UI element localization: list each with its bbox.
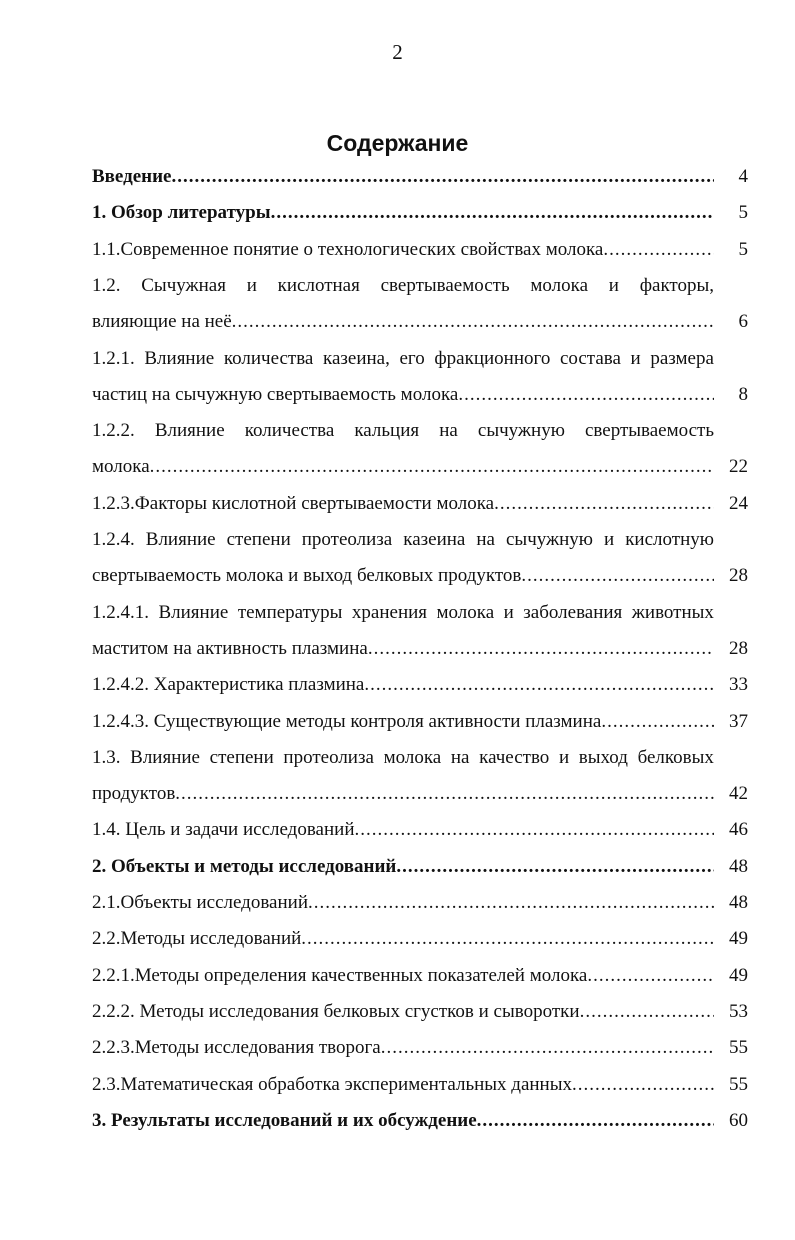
toc-entry-line: [92, 1110, 714, 1134]
toc-leader-dots: [232, 311, 714, 333]
toc-entry-word: и: [558, 746, 570, 768]
toc-entry-word: фракционного: [434, 347, 551, 369]
toc-entry-line: [92, 311, 714, 335]
toc-entry-word: количества: [244, 420, 335, 442]
toc-leader-dots: [477, 1110, 714, 1132]
toc-page-number: 28: [729, 637, 748, 659]
toc-entry-line: [92, 529, 714, 553]
toc-leader-dots: [494, 493, 714, 515]
toc-entry-word: и: [246, 274, 257, 296]
toc-entry-word: количества: [223, 347, 314, 369]
toc-entry-word: свертываемость: [380, 274, 510, 296]
toc-entry-text: 2.2.1.Методы определения качественных показателей молока: [92, 964, 588, 986]
toc-entry-word: 1.3.: [92, 746, 121, 768]
toc-entry-word: температуры: [237, 601, 343, 623]
toc-entry-word: Сычужная: [141, 274, 226, 296]
toc-leader-dots: [396, 856, 714, 878]
toc-entry-text: 2.2.Методы исследований: [92, 928, 302, 950]
toc-page-number: 5: [738, 202, 748, 224]
toc-entry-line: [92, 202, 714, 226]
toc-entry-line: [92, 638, 714, 662]
toc-entry-word: факторы,: [639, 274, 714, 296]
toc-entry-line: [92, 1074, 714, 1098]
toc-entry-text: 1.2.4.3. Существующие методы контроля активности плазмина: [92, 710, 602, 732]
toc-page-number: 42: [729, 783, 748, 805]
toc-page-number: 46: [729, 819, 748, 841]
toc-leader-dots: [381, 1037, 714, 1059]
toc-page-number: 33: [729, 674, 748, 696]
toc-entry-word: молока: [383, 746, 442, 768]
toc-entry-word: 1.2.: [92, 274, 121, 296]
toc-entry-line: [92, 928, 714, 952]
toc-entry-text: 3. Результаты исследований и их обсуждение: [92, 1109, 477, 1131]
toc-leader-dots: [308, 892, 714, 914]
toc-entry-word: и: [503, 601, 514, 623]
toc-entry-word: на: [476, 529, 495, 550]
toc-entry-word: протеолиза: [283, 746, 374, 768]
toc-entry-text: свертываемость молока и выход белковых продуктов: [92, 565, 522, 587]
toc-entry-text: маститом на активность плазмина: [92, 637, 368, 659]
toc-page-number: 6: [738, 311, 748, 333]
toc-entry-line: [92, 892, 714, 916]
toc-entry-word: 1.2.4.1.: [92, 601, 149, 623]
toc-entry-line: [92, 493, 714, 517]
toc-page-number: 49: [729, 964, 748, 986]
toc-entry-word: кислотная: [277, 274, 360, 296]
toc-entry-word: казеина,: [323, 347, 390, 369]
toc-page-number: 22: [729, 456, 748, 478]
toc-entry-line: [92, 420, 714, 444]
toc-entry-word: и: [604, 529, 615, 550]
toc-leader-dots: [175, 783, 714, 805]
toc-entry-word: казеина: [403, 529, 466, 550]
toc-page-number: 60: [729, 1109, 748, 1131]
toc-entry-word: кислотную: [625, 529, 714, 550]
toc-page-number: 4: [738, 166, 748, 187]
toc-entry-text: 1. Обзор литературы: [92, 202, 271, 224]
toc-leader-dots: [172, 166, 715, 188]
toc-entry-word: кальция: [354, 420, 420, 442]
toc-entry-line: [92, 166, 714, 190]
toc-leader-dots: [572, 1074, 714, 1096]
toc-entry-word: и: [630, 347, 641, 369]
toc-entry-word: животных: [631, 601, 714, 623]
toc-entry-word: на: [450, 746, 470, 768]
toc-entry-word: состава: [559, 347, 621, 369]
toc-entry-word: белковых: [637, 746, 714, 768]
toc-entry-word: размера: [650, 347, 714, 369]
toc-leader-dots: [150, 456, 714, 478]
toc-page-number: 49: [729, 928, 748, 950]
toc-entry-text: 2.1.Объекты исследований: [92, 892, 308, 913]
toc-leader-dots: [458, 384, 714, 406]
toc-entry-word: качество: [479, 746, 550, 768]
toc-entry-word: 1.2.1.: [92, 347, 135, 369]
toc-entry-word: его: [399, 347, 425, 369]
toc-entry-word: Влияние: [154, 420, 225, 442]
toc-entry-line: [92, 1037, 714, 1061]
toc-page-number: 55: [729, 1073, 748, 1095]
toc-leader-dots: [368, 638, 714, 660]
toc-entry-word: сычужную: [506, 529, 593, 550]
toc-entry-line: [92, 456, 714, 480]
toc-page-number: 37: [729, 710, 748, 732]
toc-entry-text: 2.3.Математическая обработка экспериментальных данных: [92, 1073, 572, 1095]
toc-entry-word: молока: [530, 274, 589, 296]
toc-entry-word: степени: [209, 746, 274, 768]
toc-entry-line: [92, 1001, 714, 1025]
toc-page-number: 28: [729, 565, 748, 587]
toc-entry-text: молока: [92, 456, 150, 478]
toc-page-number: 48: [729, 855, 748, 877]
toc-title: Содержание: [326, 130, 469, 156]
toc-leader-dots: [580, 1001, 714, 1023]
toc-leader-dots: [587, 965, 714, 987]
toc-entry-text: 2. Объекты и методы исследований: [92, 855, 397, 877]
toc-entry-line: [92, 239, 714, 263]
toc-entry-word: на: [439, 420, 458, 442]
toc-entry-line: [92, 384, 714, 408]
toc-entry-line: [92, 747, 714, 771]
page-number: 2: [392, 40, 403, 64]
toc-entry-word: молока: [436, 601, 495, 623]
toc-leader-dots: [603, 239, 714, 261]
toc-entry-text: 2.2.3.Методы исследования творога: [92, 1037, 381, 1059]
toc-leader-dots: [521, 565, 714, 587]
toc-entry-word: 1.2.4.: [92, 529, 135, 550]
toc-entry-line: [92, 965, 714, 989]
toc-entry-text: продуктов: [92, 783, 176, 805]
toc-entry-line: [92, 819, 714, 843]
toc-entry-word: выход: [578, 746, 628, 768]
toc-entry-word: хранения: [351, 601, 428, 623]
toc-leader-dots: [364, 674, 714, 696]
toc-entry-line: [92, 275, 714, 299]
toc-entry-line: [92, 783, 714, 807]
toc-entry-text: 1.4. Цель и задачи исследований: [92, 819, 355, 841]
toc-entry-word: и: [608, 274, 619, 296]
toc-entry-line: [92, 348, 714, 372]
toc-entry-line: [92, 602, 714, 626]
toc-entry-line: [92, 711, 714, 735]
toc-entry-word: 1.2.2.: [92, 420, 135, 442]
toc-page-number: 48: [729, 892, 748, 913]
toc-entry-word: Влияние: [145, 529, 216, 550]
toc-entry-text: влияющие на неё: [92, 311, 232, 333]
toc-entry-line: [92, 856, 714, 880]
toc-leader-dots: [271, 202, 714, 224]
toc-entry-line: [92, 674, 714, 698]
toc-entry-text: Введение: [92, 166, 172, 187]
toc-entry-word: Влияние: [130, 746, 200, 768]
toc-leader-dots: [601, 711, 714, 733]
toc-entry-text: частиц на сычужную свертываемость молока: [92, 383, 459, 405]
toc-entry-line: [92, 565, 714, 589]
toc-page-number: 53: [729, 1000, 748, 1022]
toc-leader-dots: [301, 928, 714, 950]
toc-page-number: 5: [738, 238, 748, 260]
toc-page-number: 55: [729, 1037, 748, 1059]
toc-entry-text: 2.2.2. Методы исследования белковых сгустков и сыворотки: [92, 1000, 580, 1022]
toc-entry-text: 1.2.3.Факторы кислотной свертываемости молока: [92, 492, 495, 514]
toc-page-number: 24: [729, 492, 748, 514]
toc-leader-dots: [355, 819, 715, 841]
toc-entry-word: Влияние: [144, 347, 215, 369]
toc-entry-text: 1.1.Современное понятие о технологических свойствах молока: [92, 238, 604, 260]
toc-entry-word: протеолиза: [301, 529, 393, 550]
toc-entry-word: Влияние: [158, 601, 229, 623]
toc-entry-word: степени: [226, 529, 291, 550]
toc-page-number: 8: [738, 383, 748, 405]
toc-entry-word: заболевания: [523, 601, 623, 623]
toc-entry-word: сычужную: [477, 420, 565, 442]
toc-entry-text: 1.2.4.2. Характеристика плазмина: [92, 674, 365, 696]
toc-entry-word: свертываемость: [584, 420, 714, 442]
